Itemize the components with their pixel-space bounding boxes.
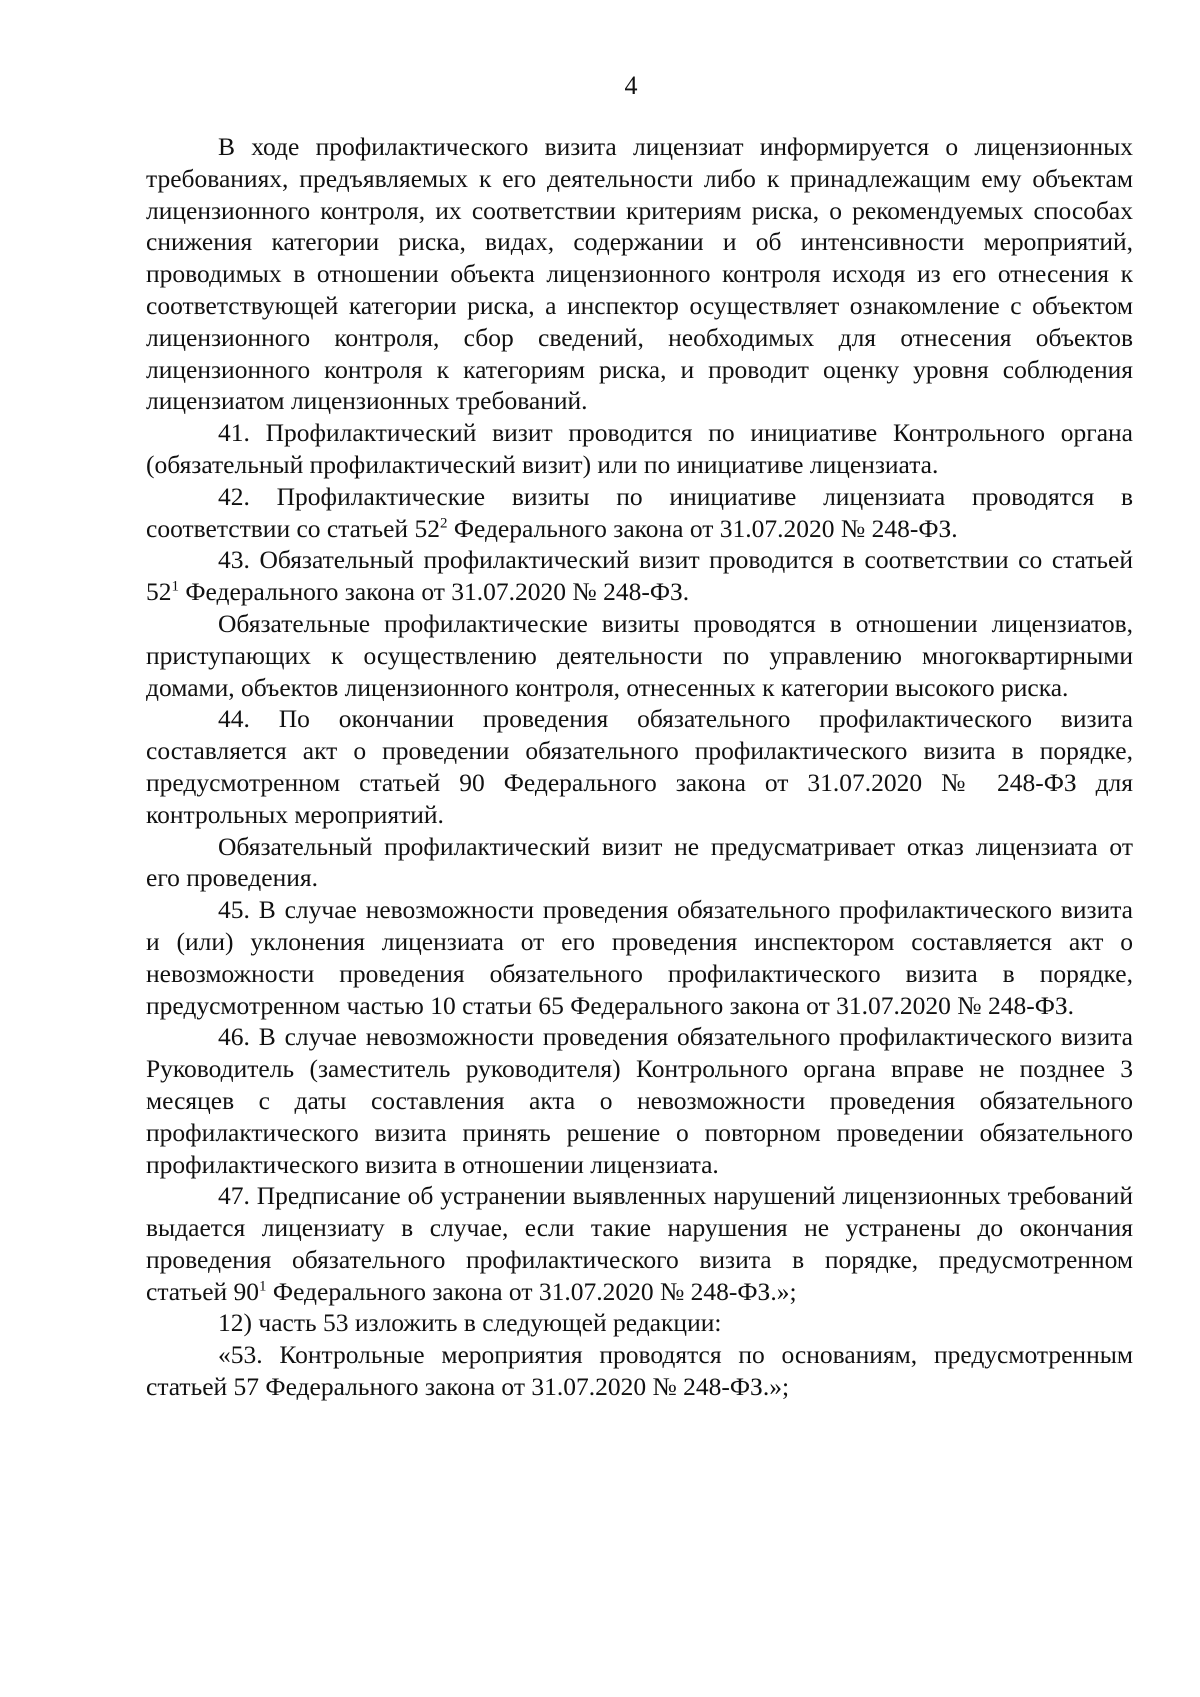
paragraph-42-superscript: 2 [439,515,448,532]
paragraph-42-text-b: Федерального закона от 31.07.2020 № 248-ФЗ. [447,513,958,543]
document-body [146,131,1133,1403]
paragraph-47-superscript: 1 [259,1278,267,1295]
paragraph-42 [146,481,1133,545]
paragraph-43-mandatory-visits: Обязательные профилактические визиты проводятся в отношении лицензиатов, приступающих к осуществлению деятельности по управлению многоквартирными домами, объектов лицензионного контроля, отнесенных к категории высокого риска. [146,608,1133,702]
paragraph-43-superscript: 1 [171,578,179,595]
paragraph-44: 44. По окончании проведения обязательного профилактического визита составляется акт о проведении обязательного профилактического визита в порядке, предусмотренном статьей 90 Федерального закона от 31.07.2020 № 248-ФЗ для контрольных мероприятий. [146,704,1133,829]
paragraph-intro: В ходе профилактического визита лицензиат информируется о лицензионных требованиях, предъявляемых к его деятельности либо к принадлежащим ему объектам лицензионного контроля, их соответствии критериям риска, о рекомендуемых способах снижения категории риска, видах, содержании и об интенсивности мероприятий, проводимых в отношении объекта лицензионного контроля исходя из его отнесения к соответствующей категории риска, а инспектор осуществляет ознакомление с объектом лицензионного контроля, сбор сведений, необходимых для отнесения объектов лицензионного контроля к категориям риска, и проводит оценку уровня соблюдения лицензиатом лицензионных требований. [146,132,1133,416]
page-number: 4 [624,71,638,100]
paragraph-41: 41. Профилактический визит проводится по инициативе Контрольного органа (обязательный профилактический визит) или по инициативе лицензиата. [146,418,1133,479]
paragraph-amendment-12: 12) часть 53 изложить в следующей редакции: [218,1308,722,1338]
paragraph-47-text-a: 47. Предписание об устранении выявленных нарушений лицензионных требований выдается лицензиату в случае, если такие нарушения не устранены до окончания проведения обязательного профилактического визита в порядке, предусмотренном статьей 90 [146,1181,1133,1306]
paragraph-47-text-b: Федерального закона от 31.07.2020 № 248-ФЗ.»; [266,1276,797,1306]
paragraph-45: 45. В случае невозможности проведения обязательного профилактического визита и (или) уклонения лицензиата от его проведения инспектором составляется акт о невозможности проведения обязательного профилактического визита в порядке, предусмотренном частью 10 статьи 65 Федерального закона от 31.07.2020 № 248-ФЗ. [146,895,1133,1020]
paragraph-53: «53. Контрольные мероприятия проводятся по основаниям, предусмотренным статьей 57 Федерального закона от 31.07.2020 № 248-ФЗ.»; [146,1340,1133,1402]
paragraph-43 [146,544,1133,608]
paragraph-44-no-refusal: Обязательный профилактический визит не предусматривает отказ лицензиата от его проведения. [146,831,1133,893]
paragraph-43-text-b: Федерального закона от 31.07.2020 № 248-ФЗ. [179,577,690,607]
paragraph-47 [146,1180,1133,1307]
paragraph-46: 46. В случае невозможности проведения обязательного профилактического визита Руководитель (заместитель руководителя) Контрольного органа вправе не позднее 3 месяцев с даты составления акта о невозможности проведения обязательного профилактического визита принять решение о повторном проведении обязательного профилактического визита в отношении лицензиата. [146,1022,1133,1179]
paragraph-43-text-a: 43. Обязательный профилактический визит проводится в соответствии со статьей 52 [146,545,1133,607]
paragraph-42-text-a: 42. Профилактические визиты по инициативе лицензиата проводятся в соответствии со статьей 52 [146,481,1133,543]
